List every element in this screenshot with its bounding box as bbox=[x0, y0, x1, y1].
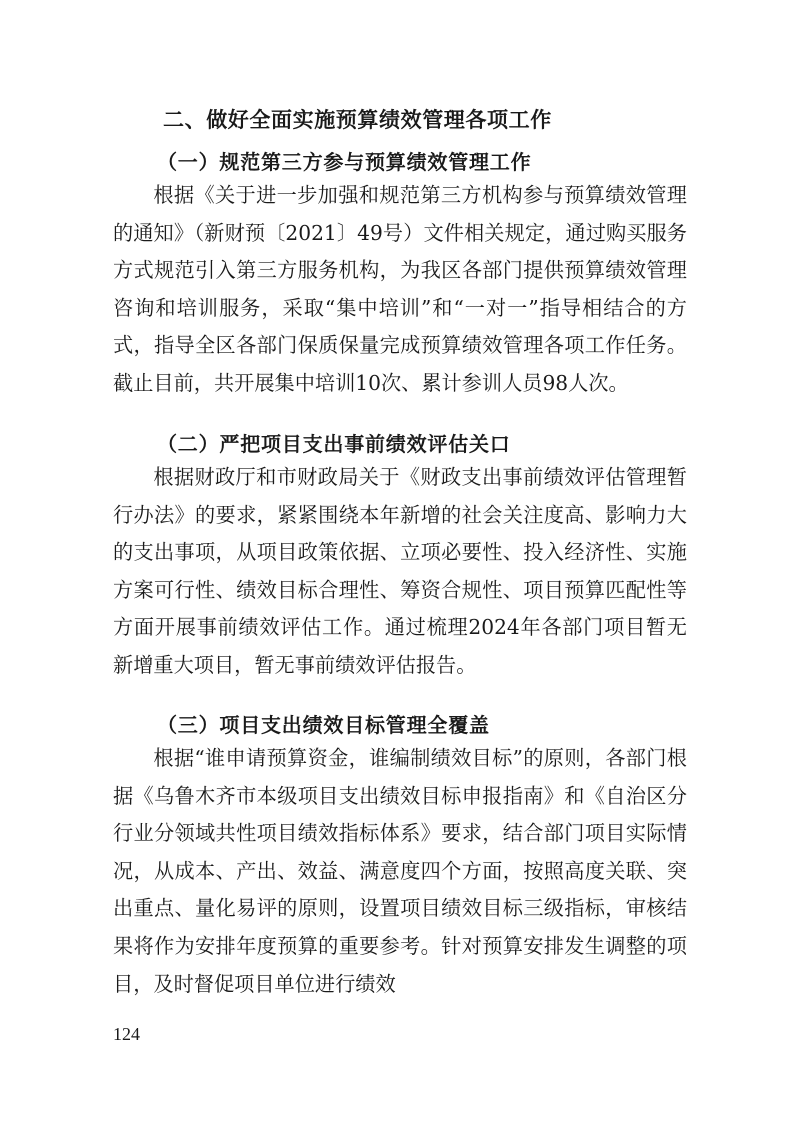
section-heading: 二、做好全面实施预算绩效管理各项工作 bbox=[163, 108, 552, 132]
subsection-title-2: （二）严把项目支出事前绩效评估关口 bbox=[157, 432, 511, 456]
paragraph-1: 根据《关于进一步加强和规范第三方机构参与预算绩效管理的通知》（新财预〔2021〕49号）文件相关规定，通过购买服务方式规范引入第三方服务机构，为我区各部门提供预算绩效管理咨询和培训服务，采取“集中培训”和“一对一”指导相结合的方式，指导全区各部门保质保量完成预算绩效管理各项工作任务。截止目前，共开展集中培训10次、累计参训人员98人次。 bbox=[113, 183, 687, 395]
paragraph-2: 根据财政厅和市财政局关于《财政支出事前绩效评估管理暂行办法》的要求，紧紧围绕本年新增的社会关注度高、影响力大的支出事项，从项目政策依据、立项必要性、投入经济性、实施方案可行性、绩效目标合理性、筹资合规性、项目预算匹配性等方面开展事前绩效评估工作。通过梳理2024年各部门项目暂无新增重大项目，暂无事前绩效评估报告。 bbox=[113, 465, 687, 677]
page-number: 124 bbox=[113, 1024, 140, 1044]
paragraph-3: 根据“谁申请预算资金，谁编制绩效目标”的原则，各部门根据《乌鲁木齐市本级项目支出绩效目标申报指南》和《自治区分行业分领域共性项目绩效指标体系》要求，结合部门项目实际情况，从成本、产出、效益、满意度四个方面，按照高度关联、突出重点、量化易评的原则，设置项目绩效目标三级指标，审核结果将作为安排年度预算的重要参考。针对预算安排发生调整的项目，及时督促项目单位进行绩效 bbox=[113, 746, 687, 996]
subsection-title-3: （三）项目支出绩效目标管理全覆盖 bbox=[157, 713, 490, 737]
subsection-title-1: （一）规范第三方参与预算绩效管理工作 bbox=[157, 150, 532, 174]
